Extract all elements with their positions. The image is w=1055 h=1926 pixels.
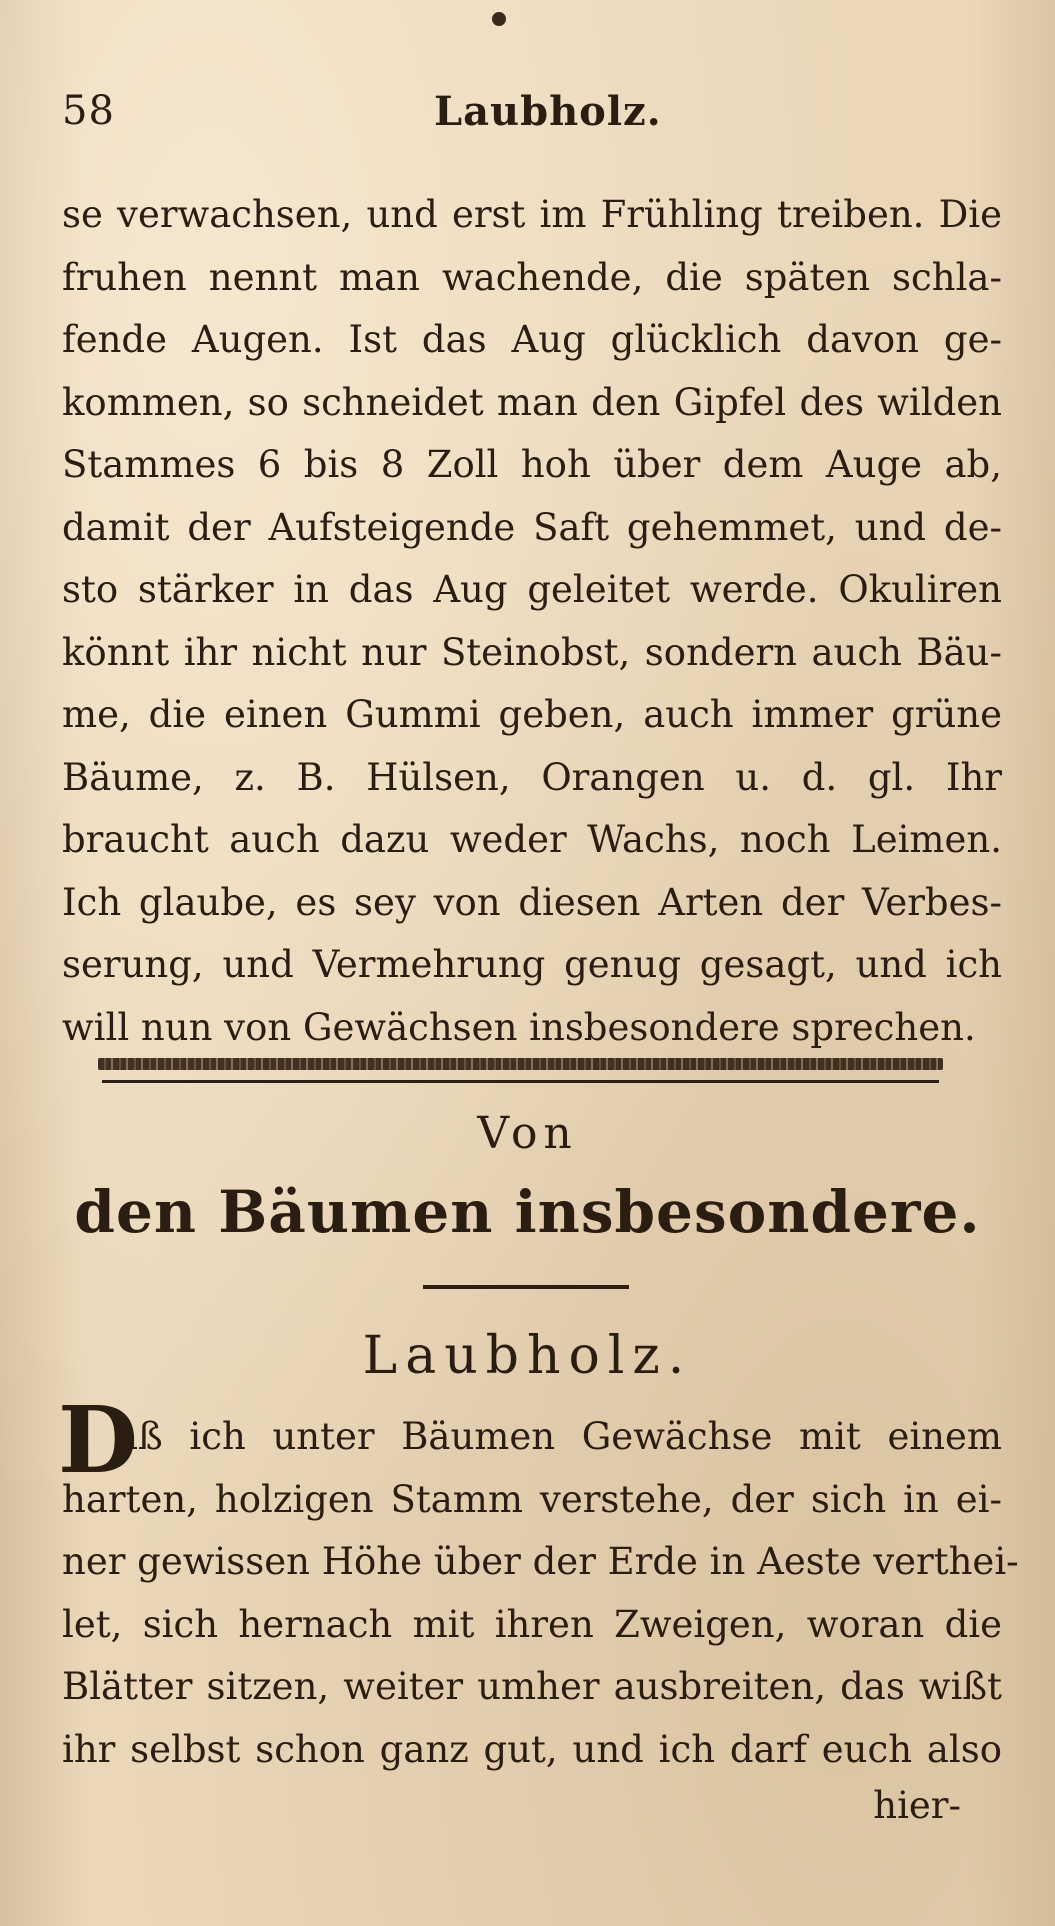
ornamental-rule [98, 1058, 943, 1090]
text-line: könnt ihr nicht nur Steinobst, sondern auch Bäu- [62, 630, 1002, 674]
text-line: fende Augen. Ist das Aug glücklich davon ge- [62, 318, 1002, 361]
text-line: serung, und Vermehrung genug gesagt, und ich [62, 943, 1002, 986]
paragraph-2 [62, 1406, 1019, 1781]
section-prefix: Von [477, 1108, 578, 1159]
text-line: se verwachsen, und erst im Frühling treiben. Die [62, 193, 1002, 236]
text-line: Blätter sitzen, weiter umher ausbreiten, das wißt [62, 1665, 1002, 1708]
page-number: 58 [62, 88, 115, 134]
paragraph-1 [62, 184, 1002, 1059]
text-line: Ich glaube, es sey von diesen Arten der Verbes- [62, 880, 1002, 924]
text-line: harten, holzigen Stamm verstehe, der sich in ei- [62, 1477, 1002, 1521]
ink-spot [492, 12, 506, 26]
running-head [62, 88, 995, 144]
text-line: kommen, so schneidet man den Gipfel des wilden [62, 380, 1002, 424]
catchword: hier- [873, 1784, 961, 1827]
text-line: ner gewissen Höhe über der Erde in Aeste verthei- [62, 1540, 1019, 1583]
running-head-title: Laubholz. [434, 88, 662, 135]
text-line: will nun von Gewächsen insbesondere sprechen. [62, 1005, 976, 1049]
ornamental-band [98, 1058, 943, 1070]
text-line: fruhen nennt man wachende, die späten schla- [62, 255, 1002, 299]
text-line: Stammes 6 bis 8 Zoll hoh über dem Auge ab, [62, 443, 1002, 486]
text-line: sto stärker in das Aug geleitet werde. Okuliren [62, 568, 1002, 611]
text-line: aß ich unter Bäumen Gewächse mit einem [116, 1415, 1002, 1458]
text-line: damit der Aufsteigende Saft gehemmet, und de- [62, 505, 1002, 549]
subheading: Laubholz. [362, 1326, 693, 1386]
section-title: den Bäumen insbesondere. [74, 1178, 981, 1246]
text-line: braucht auch dazu weder Wachs, noch Leimen. [62, 818, 1002, 861]
drop-cap: D [58, 1386, 138, 1494]
rule-line [102, 1080, 939, 1083]
text-line: let, sich hernach mit ihren Zweigen, woran die [62, 1602, 1002, 1646]
text-line: ihr selbst schon ganz gut, und ich darf euch also [62, 1727, 1002, 1771]
text-line: me, die einen Gummi geben, auch immer grüne [62, 693, 1002, 736]
short-divider [423, 1285, 629, 1289]
text-line: Bäume, z. B. Hülsen, Orangen u. d. gl. Ihr [62, 755, 1002, 799]
